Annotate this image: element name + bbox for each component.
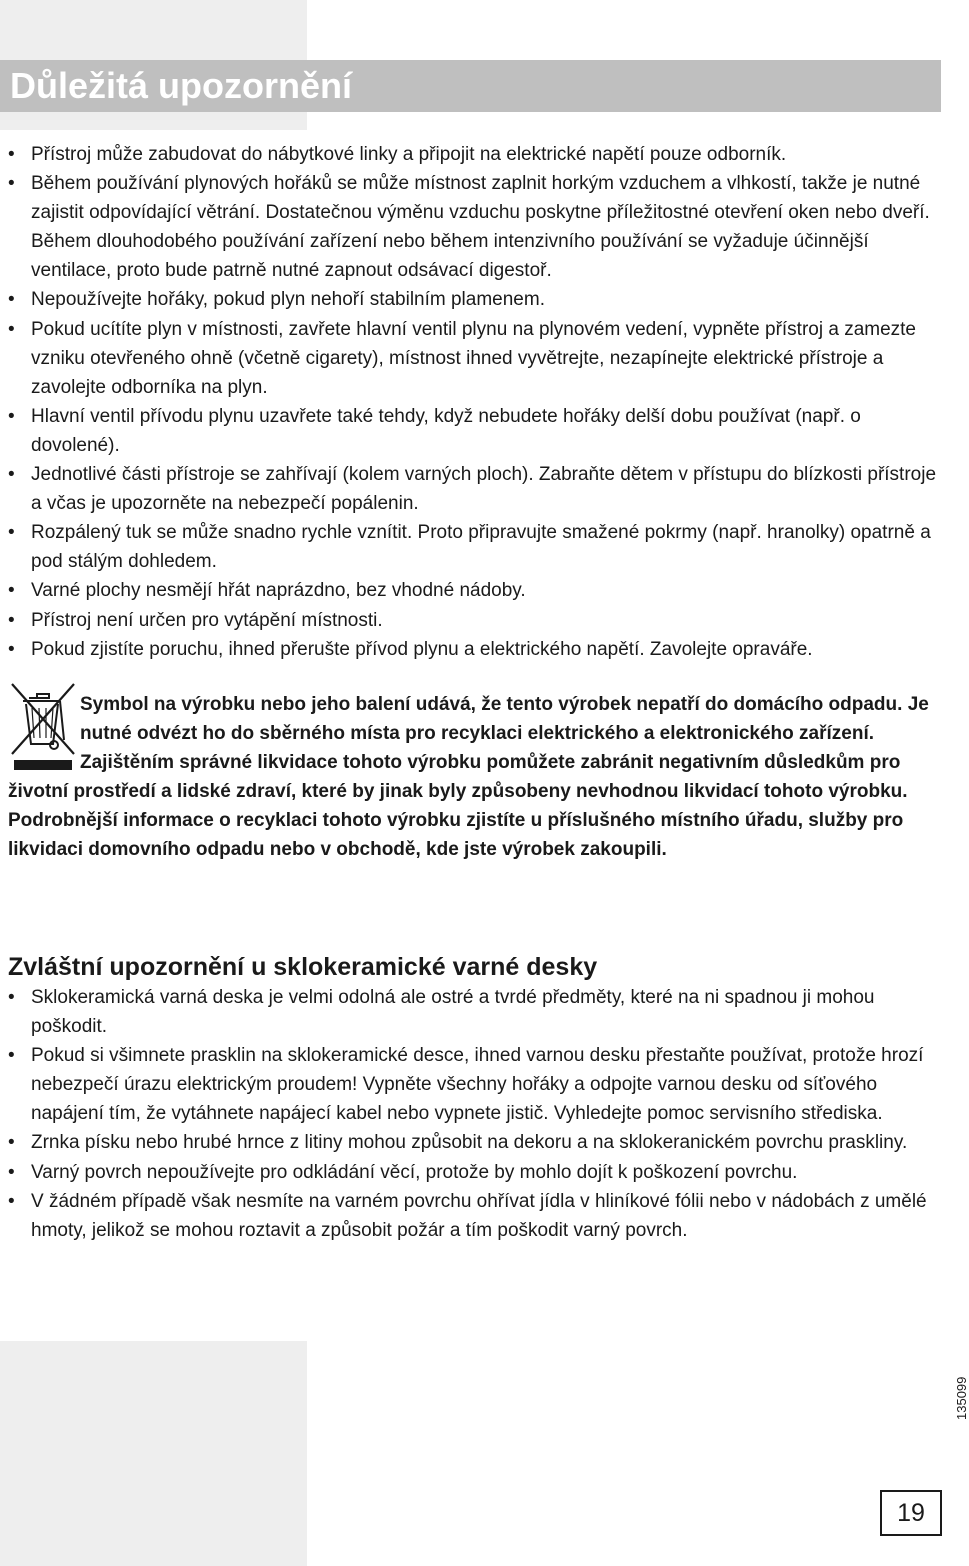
list-item: • Pokud zjistíte poruchu, ihned přerušte přívod plynu a elektrického napětí. Zavolejte opraváře. bbox=[0, 635, 940, 664]
band-gap bbox=[0, 130, 307, 138]
list-item: • Varný povrch nepoužívejte pro odkládání věcí, protože by mohlo dojít k poškození povrchu. bbox=[0, 1158, 940, 1187]
section-heading: Zvláštní upozornění u sklokeramické varné desky bbox=[8, 953, 598, 981]
list-item: • Přístroj může zabudovat do nábytkové linky a připojit na elektrické napětí pouze odborník. bbox=[0, 140, 940, 169]
list-item: • Zrnka písku nebo hrubé hrnce z litiny mohou způsobit na dekoru a na sklokeranickém povrchu praskliny. bbox=[0, 1128, 940, 1157]
safety-list bbox=[0, 140, 940, 664]
list-item: • V žádném případě však nesmíte na varném povrchu ohřívat jídla v hliníkové fólii nebo v nádobách z umělé hmoty, jelikož se mohou roztavit a způsobit požár a tím poškodit varný povrch. bbox=[0, 1187, 940, 1245]
weee-notice bbox=[8, 690, 938, 865]
list-item: • Sklokeramická varná deska je velmi odolná ale ostré a tvrdé předměty, které na ni spadnou ji mohou poškodit. bbox=[0, 983, 940, 1041]
page-number: 19 bbox=[880, 1490, 942, 1536]
list-item: • Pokud ucítíte plyn v místnosti, zavřete hlavní ventil plynu na plynovém vedení, vypněte přístroj a zamezte vzniku otevřeného ohně (včetně cigarety), místnost ihned vyvětrejte, nezapínejte elektrické přístroje a zavolejte odborníka na plyn. bbox=[0, 315, 940, 402]
list-item: • Varné plochy nesmějí hřát naprázdno, bez vhodné nádoby. bbox=[0, 576, 940, 605]
list-item: • Hlavní ventil přívodu plynu uzavřete také tehdy, když nebudete hořáky delší dobu používat (např. o dovolené). bbox=[0, 402, 940, 460]
list-item: • Nepoužívejte hořáky, pokud plyn nehoří stabilním plamenem. bbox=[0, 285, 940, 314]
crossed-out-wheelie-bin-icon bbox=[8, 682, 78, 772]
list-item: • Během používání plynových hořáků se může místnost zaplnit horkým vzduchem a vlhkostí, takže je nutné zajistit odpovídající větrání. Dostatečnou výměnu vzduchu poskytne příležitostné otevření oken nebo dveří. Během dlouhodobého používání zařízení nebo během intenzivního používání se vyžaduje účinnější ventilace, proto bude patrně nutné zapnout odsávací digestoř. bbox=[0, 169, 940, 285]
list-item: • Přístroj není určen pro vytápění místnosti. bbox=[0, 606, 940, 635]
weee-text: Symbol na výrobku nebo jeho balení udává, že tento výrobek nepatří do domácího odpadu. Je nutné odvézt ho do sběrného místa pro recyklaci elektrického a elektronického zařízení. Zajištěním správné likvidace tohoto výrobku pomůžete zabránit negativním důsledkům pro životní prostředí a lidské zdraví, které by jinak byly způsobeny nevhodnou likvidací tohoto výrobku. Podrobnější informace o recyklaci tohoto výrobku zjistíte u příslušného místního úřadu, služby pro likvidaci domovního odpadu nebo v obchodě, kde jste výrobek zakoupili. bbox=[8, 694, 929, 861]
document-code: 135099 bbox=[954, 1376, 969, 1420]
list-item: • Jednotlivé části přístroje se zahřívají (kolem varných ploch). Zabraňte dětem v přístupu do blízkosti přístroje a včas je upozorněte na nebezpečí popálenin. bbox=[0, 460, 940, 518]
ceramic-hob-list bbox=[0, 983, 940, 1245]
list-item: • Pokud si všimnete prasklin na sklokeramické desce, ihned varnou desku přestaňte používat, protože hrozí nebezpečí úrazu elektrickým proudem! Vypněte všechny hořáky a odpojte varnou desku od síťového napájení tím, že vytáhnete napájecí kabel nebo vypnete jistič. Vyhledejte pomoc servisního střediska. bbox=[0, 1041, 940, 1128]
page-title: Důležitá upozornění bbox=[0, 60, 941, 112]
list-item: • Rozpálený tuk se může snadno rychle vznítit. Proto připravujte smažené pokrmy (např. hranolky) opatrně a pod stálým dohledem. bbox=[0, 518, 940, 576]
